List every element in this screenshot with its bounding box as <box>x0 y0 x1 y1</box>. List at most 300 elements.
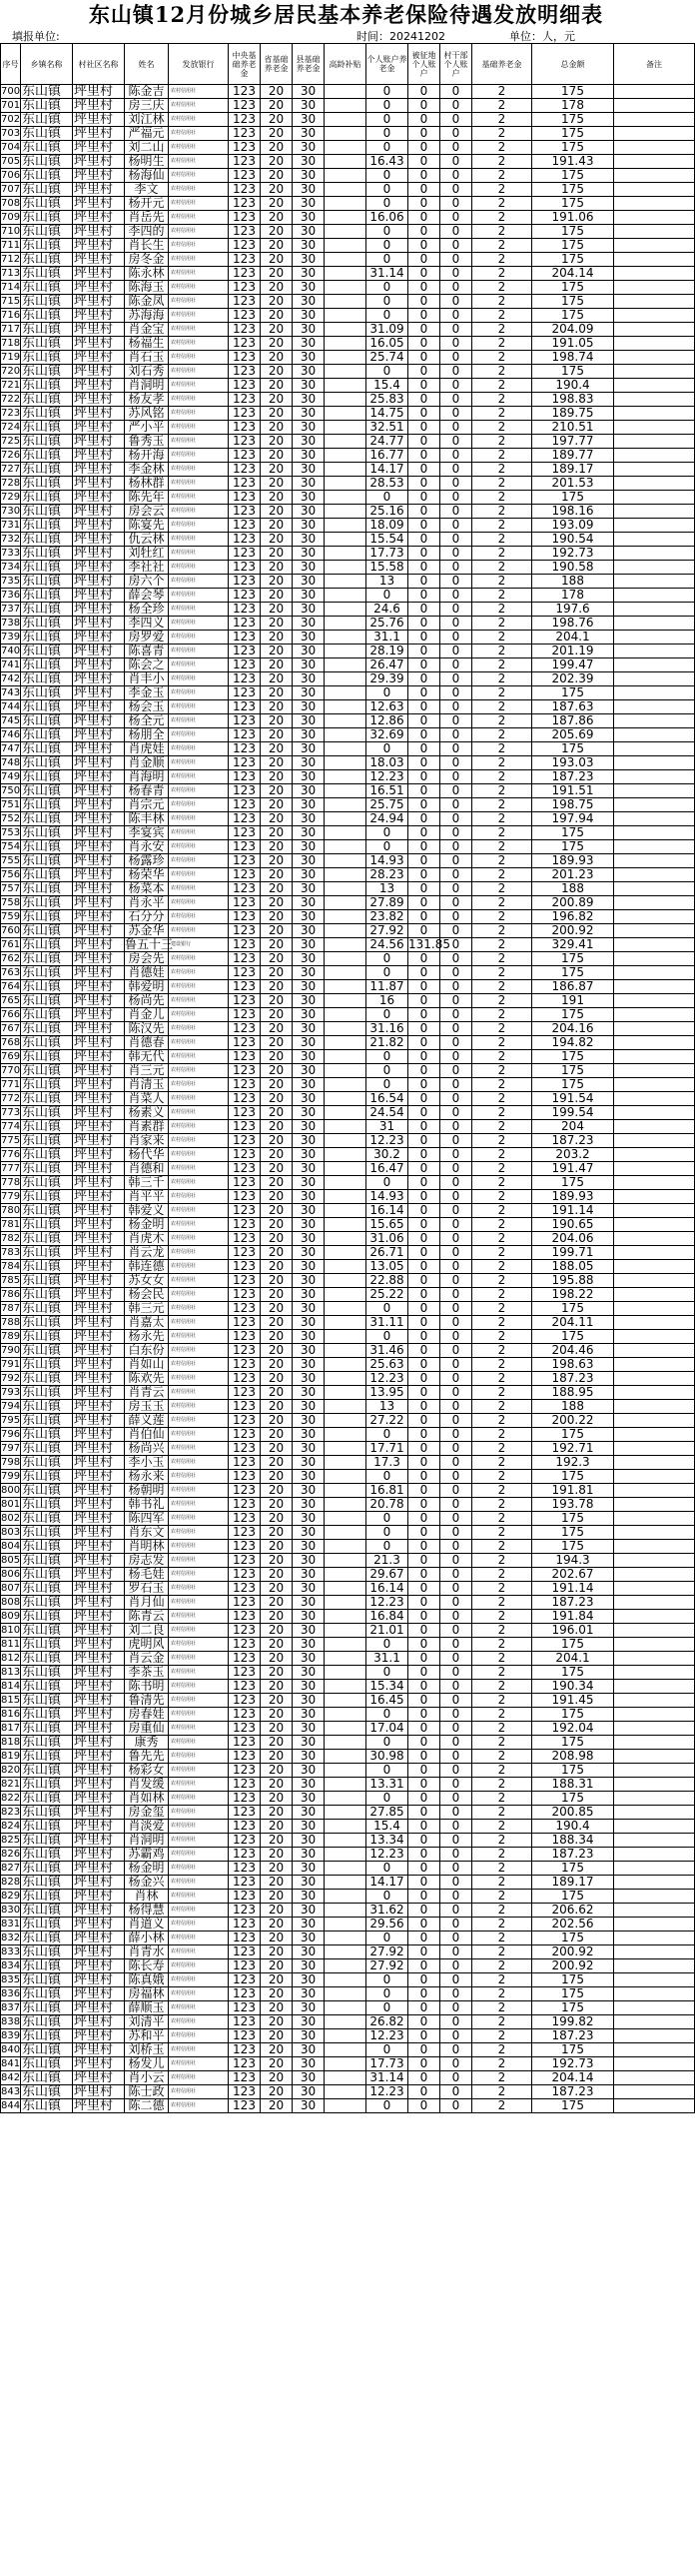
total-amount-cell: 187.86 <box>532 714 614 728</box>
table-row <box>1 113 695 127</box>
total-amount-cell: 198.76 <box>532 617 614 631</box>
basic-pension-cell: 2 <box>472 672 532 686</box>
total-amount-cell: 187.23 <box>532 2085 614 2099</box>
table-row <box>1 1526 695 1540</box>
remark-cell <box>614 1932 695 1945</box>
remark-cell <box>614 435 695 449</box>
remark-cell <box>614 1680 695 1694</box>
personal-account-cell: 15.58 <box>366 561 408 575</box>
central-pension-cell: 123 <box>229 365 261 379</box>
county-pension-cell: 30 <box>293 1736 325 1750</box>
total-amount-cell: 203.2 <box>532 1148 614 1162</box>
remark-cell <box>614 1526 695 1540</box>
total-amount-cell: 204.1 <box>532 1652 614 1666</box>
province-pension-cell: 20 <box>261 2085 293 2099</box>
village-cell: 坪里村 <box>73 1358 125 1372</box>
basic-pension-cell: 2 <box>472 1162 532 1176</box>
table-row <box>1 1973 695 1987</box>
land-account-cell: 0 <box>408 1316 440 1330</box>
province-pension-cell: 20 <box>261 1050 293 1064</box>
name-cell: 杨朋全 <box>125 728 169 742</box>
cadre-account-cell: 0 <box>440 225 472 239</box>
basic-pension-cell: 2 <box>472 2099 532 2113</box>
elderly-subsidy-cell <box>325 183 366 197</box>
remark-cell <box>614 1190 695 1204</box>
total-amount-cell: 204.14 <box>532 267 614 281</box>
village-cell: 坪里村 <box>73 575 125 589</box>
remark-cell <box>614 756 695 770</box>
remark-cell <box>614 1134 695 1148</box>
village-cell: 坪里村 <box>73 798 125 812</box>
county-pension-cell: 30 <box>293 1540 325 1554</box>
elderly-subsidy-cell <box>325 1526 366 1540</box>
cadre-account-cell: 0 <box>440 728 472 742</box>
name-cell: 刘牡红 <box>125 547 169 561</box>
village-cell: 坪里村 <box>73 1050 125 1064</box>
land-account-cell: 0 <box>408 672 440 686</box>
col-header: 中央基础养老金 <box>229 44 261 85</box>
row-number: 727 <box>1 464 21 475</box>
village-cell: 坪里村 <box>73 1428 125 1442</box>
village-cell: 坪里村 <box>73 1288 125 1302</box>
bank-cell: 农村信用社 <box>169 1078 229 1092</box>
town-cell: 东山镇 <box>21 1498 73 1512</box>
elderly-subsidy-cell <box>325 1190 366 1204</box>
basic-pension-cell: 2 <box>472 1596 532 1610</box>
land-account-cell: 0 <box>408 1652 440 1666</box>
province-pension-cell: 20 <box>261 1134 293 1148</box>
remark-cell <box>614 2029 695 2043</box>
table-row <box>1 1904 695 1918</box>
table-row <box>1 281 695 295</box>
central-pension-cell: 123 <box>229 994 261 1008</box>
col-header: 县基础养老金 <box>293 44 325 85</box>
central-pension-cell: 123 <box>229 1498 261 1512</box>
town-cell: 东山镇 <box>21 407 73 421</box>
elderly-subsidy-cell <box>325 784 366 798</box>
village-cell: 坪里村 <box>73 589 125 603</box>
land-account-cell: 0 <box>408 1008 440 1022</box>
personal-account-cell: 15.65 <box>366 1218 408 1232</box>
total-amount-cell: 198.22 <box>532 1288 614 1302</box>
central-pension-cell: 123 <box>229 141 261 155</box>
village-cell: 坪里村 <box>73 1792 125 1806</box>
village-cell: 坪里村 <box>73 1750 125 1764</box>
bank-cell: 建设银行 <box>169 938 229 952</box>
province-pension-cell: 20 <box>261 211 293 225</box>
basic-pension-cell: 2 <box>472 267 532 281</box>
personal-account-cell: 16.47 <box>366 1162 408 1176</box>
land-account-cell: 0 <box>408 631 440 644</box>
central-pension-cell: 123 <box>229 575 261 589</box>
county-pension-cell: 30 <box>293 351 325 365</box>
cadre-account-cell: 0 <box>440 589 472 603</box>
total-amount-cell: 175 <box>532 742 614 756</box>
basic-pension-cell: 2 <box>472 309 532 323</box>
cadre-account-cell: 0 <box>440 1554 472 1568</box>
county-pension-cell: 30 <box>293 1764 325 1778</box>
central-pension-cell: 123 <box>229 491 261 505</box>
name-cell: 杨海仙 <box>125 169 169 183</box>
town-cell: 东山镇 <box>21 938 73 952</box>
basic-pension-cell: 2 <box>472 421 532 435</box>
name-cell: 肖洞明 <box>125 1834 169 1848</box>
land-account-cell: 0 <box>408 533 440 547</box>
town-cell: 东山镇 <box>21 281 73 295</box>
basic-pension-cell: 2 <box>472 435 532 449</box>
cadre-account-cell: 0 <box>440 1848 472 1862</box>
elderly-subsidy-cell <box>325 1554 366 1568</box>
total-amount-cell: 175 <box>532 295 614 309</box>
personal-account-cell: 16.51 <box>366 784 408 798</box>
basic-pension-cell: 2 <box>472 840 532 854</box>
remark-cell <box>614 1414 695 1428</box>
province-pension-cell: 20 <box>261 1526 293 1540</box>
province-pension-cell: 20 <box>261 1386 293 1400</box>
province-pension-cell: 20 <box>261 1470 293 1484</box>
village-cell: 坪里村 <box>73 1778 125 1792</box>
remark-cell <box>614 1792 695 1806</box>
village-cell: 坪里村 <box>73 1484 125 1498</box>
cadre-account-cell: 0 <box>440 281 472 295</box>
cadre-account-cell: 0 <box>440 994 472 1008</box>
basic-pension-cell: 2 <box>472 2029 532 2043</box>
central-pension-cell: 123 <box>229 379 261 393</box>
cadre-account-cell: 0 <box>440 1694 472 1708</box>
remark-cell <box>614 1218 695 1232</box>
name-cell: 杨金明 <box>125 1862 169 1876</box>
name-cell: 杨春青 <box>125 784 169 798</box>
name-cell: 肖如山 <box>125 1358 169 1372</box>
row-number: 784 <box>1 1261 21 1272</box>
remark-cell <box>614 1274 695 1288</box>
total-amount-cell: 210.51 <box>532 421 614 435</box>
table-row <box>1 1624 695 1638</box>
total-amount-cell: 189.17 <box>532 1876 614 1890</box>
province-pension-cell: 20 <box>261 477 293 491</box>
remark-cell <box>614 505 695 519</box>
row-number: 714 <box>1 282 21 293</box>
basic-pension-cell: 2 <box>472 658 532 672</box>
table-row <box>1 1050 695 1064</box>
bank-cell: 农村信用社 <box>169 225 229 239</box>
land-account-cell: 0 <box>408 1610 440 1624</box>
elderly-subsidy-cell <box>325 1218 366 1232</box>
basic-pension-cell: 2 <box>472 1890 532 1904</box>
bank-cell: 农村信用社 <box>169 1274 229 1288</box>
remark-cell <box>614 714 695 728</box>
basic-pension-cell: 2 <box>472 742 532 756</box>
name-cell: 肖小云 <box>125 2071 169 2085</box>
central-pension-cell: 123 <box>229 1050 261 1064</box>
province-pension-cell: 20 <box>261 938 293 952</box>
county-pension-cell: 30 <box>293 463 325 477</box>
town-cell: 东山镇 <box>21 463 73 477</box>
table-row <box>1 1008 695 1022</box>
table-row <box>1 1862 695 1876</box>
personal-account-cell: 0 <box>366 1526 408 1540</box>
village-cell: 坪里村 <box>73 491 125 505</box>
table-row <box>1 1680 695 1694</box>
central-pension-cell: 123 <box>229 1260 261 1274</box>
remark-cell <box>614 2043 695 2057</box>
bank-cell: 农村信用社 <box>169 141 229 155</box>
county-pension-cell: 30 <box>293 2001 325 2015</box>
central-pension-cell: 123 <box>229 686 261 700</box>
cadre-account-cell: 0 <box>440 1428 472 1442</box>
cadre-account-cell: 0 <box>440 351 472 365</box>
land-account-cell: 0 <box>408 197 440 211</box>
remark-cell <box>614 1554 695 1568</box>
county-pension-cell: 30 <box>293 1400 325 1414</box>
basic-pension-cell: 2 <box>472 1820 532 1834</box>
basic-pension-cell: 2 <box>472 85 532 99</box>
town-cell: 东山镇 <box>21 1302 73 1316</box>
central-pension-cell: 123 <box>229 1428 261 1442</box>
elderly-subsidy-cell <box>325 1736 366 1750</box>
land-account-cell: 0 <box>408 1036 440 1050</box>
name-cell: 肖虎娃 <box>125 742 169 756</box>
name-cell: 严小平 <box>125 421 169 435</box>
town-cell: 东山镇 <box>21 2015 73 2029</box>
cadre-account-cell: 0 <box>440 840 472 854</box>
bank-cell: 农村信用社 <box>169 253 229 267</box>
basic-pension-cell: 2 <box>472 1190 532 1204</box>
elderly-subsidy-cell <box>325 1834 366 1848</box>
county-pension-cell: 30 <box>293 1232 325 1246</box>
town-cell: 东山镇 <box>21 155 73 169</box>
central-pension-cell: 123 <box>229 1232 261 1246</box>
county-pension-cell: 30 <box>293 1204 325 1218</box>
table-row <box>1 323 695 337</box>
basic-pension-cell: 2 <box>472 1386 532 1400</box>
village-cell: 坪里村 <box>73 2057 125 2071</box>
basic-pension-cell: 2 <box>472 169 532 183</box>
land-account-cell: 0 <box>408 1162 440 1176</box>
elderly-subsidy-cell <box>325 1022 366 1036</box>
table-row <box>1 1260 695 1274</box>
village-cell: 坪里村 <box>73 2029 125 2043</box>
cadre-account-cell: 0 <box>440 700 472 714</box>
name-cell: 苏霸鸡 <box>125 1848 169 1862</box>
basic-pension-cell: 2 <box>472 113 532 127</box>
basic-pension-cell: 2 <box>472 1078 532 1092</box>
central-pension-cell: 123 <box>229 463 261 477</box>
elderly-subsidy-cell <box>325 449 366 463</box>
elderly-subsidy-cell <box>325 463 366 477</box>
central-pension-cell: 123 <box>229 1330 261 1344</box>
table-row <box>1 1834 695 1848</box>
land-account-cell: 0 <box>408 1050 440 1064</box>
total-amount-cell: 175 <box>532 169 614 183</box>
county-pension-cell: 30 <box>293 267 325 281</box>
elderly-subsidy-cell <box>325 1945 366 1959</box>
personal-account-cell: 18.09 <box>366 519 408 533</box>
elderly-subsidy-cell <box>325 1652 366 1666</box>
town-cell: 东山镇 <box>21 1834 73 1848</box>
county-pension-cell: 30 <box>293 617 325 631</box>
personal-account-cell: 32.51 <box>366 421 408 435</box>
town-cell: 东山镇 <box>21 1078 73 1092</box>
central-pension-cell: 123 <box>229 2057 261 2071</box>
personal-account-cell: 25.75 <box>366 798 408 812</box>
table-row <box>1 1232 695 1246</box>
personal-account-cell: 12.23 <box>366 1848 408 1862</box>
basic-pension-cell: 2 <box>472 1764 532 1778</box>
county-pension-cell: 30 <box>293 1036 325 1050</box>
table-row <box>1 1400 695 1414</box>
total-amount-cell: 178 <box>532 99 614 113</box>
name-cell: 肖虎木 <box>125 1232 169 1246</box>
remark-cell <box>614 1442 695 1456</box>
county-pension-cell: 30 <box>293 1652 325 1666</box>
province-pension-cell: 20 <box>261 1092 293 1106</box>
cadre-account-cell: 0 <box>440 365 472 379</box>
town-cell: 东山镇 <box>21 728 73 742</box>
table-row <box>1 127 695 141</box>
remark-cell <box>614 1778 695 1792</box>
cadre-account-cell: 0 <box>440 603 472 617</box>
row-number: 744 <box>1 701 21 712</box>
province-pension-cell: 20 <box>261 1932 293 1945</box>
name-cell: 韩书礼 <box>125 1498 169 1512</box>
basic-pension-cell: 2 <box>472 980 532 994</box>
name-cell: 杨会玉 <box>125 700 169 714</box>
row-number: 778 <box>1 1177 21 1188</box>
page-title: 东山镇12月份城乡居民基本养老保险待遇发放明细表 <box>88 2 604 27</box>
basic-pension-cell: 2 <box>472 365 532 379</box>
province-pension-cell: 20 <box>261 1484 293 1498</box>
province-pension-cell: 20 <box>261 1904 293 1918</box>
table-row <box>1 617 695 631</box>
elderly-subsidy-cell <box>325 1778 366 1792</box>
bank-cell: 农村信用社 <box>169 966 229 980</box>
town-cell: 东山镇 <box>21 1638 73 1652</box>
village-cell: 坪里村 <box>73 1148 125 1162</box>
bank-cell: 农村信用社 <box>169 1638 229 1652</box>
personal-account-cell: 12.23 <box>366 1596 408 1610</box>
town-cell: 东山镇 <box>21 421 73 435</box>
remark-cell <box>614 1162 695 1176</box>
personal-account-cell: 0 <box>366 1064 408 1078</box>
central-pension-cell: 123 <box>229 1064 261 1078</box>
land-account-cell: 0 <box>408 1582 440 1596</box>
total-amount-cell: 175 <box>532 1540 614 1554</box>
personal-account-cell: 16.43 <box>366 155 408 169</box>
land-account-cell: 0 <box>408 1876 440 1890</box>
village-cell: 坪里村 <box>73 519 125 533</box>
table-row <box>1 686 695 700</box>
row-number: 763 <box>1 967 21 978</box>
table-row <box>1 155 695 169</box>
village-cell: 坪里村 <box>73 1134 125 1148</box>
name-cell: 陈永林 <box>125 267 169 281</box>
basic-pension-cell: 2 <box>472 519 532 533</box>
table-row <box>1 183 695 197</box>
cadre-account-cell: 0 <box>440 1302 472 1316</box>
row-number: 765 <box>1 995 21 1006</box>
town-cell: 东山镇 <box>21 1204 73 1218</box>
basic-pension-cell: 2 <box>472 1134 532 1148</box>
personal-account-cell: 16.77 <box>366 449 408 463</box>
total-amount-cell: 175 <box>532 127 614 141</box>
bank-cell: 农村信用社 <box>169 407 229 421</box>
land-account-cell: 0 <box>408 225 440 239</box>
province-pension-cell: 20 <box>261 1078 293 1092</box>
table-row <box>1 407 695 421</box>
row-number: 768 <box>1 1037 21 1048</box>
basic-pension-cell: 2 <box>472 1945 532 1959</box>
remark-cell <box>614 1036 695 1050</box>
name-cell: 李茶玉 <box>125 1666 169 1680</box>
village-cell: 坪里村 <box>73 1036 125 1050</box>
county-pension-cell: 30 <box>293 1470 325 1484</box>
row-number: 725 <box>1 436 21 447</box>
personal-account-cell: 31 <box>366 1120 408 1134</box>
town-cell: 东山镇 <box>21 1945 73 1959</box>
row-number: 817 <box>1 1723 21 1734</box>
bank-cell: 农村信用社 <box>169 127 229 141</box>
elderly-subsidy-cell <box>325 1260 366 1274</box>
personal-account-cell: 26.47 <box>366 658 408 672</box>
bank-cell: 农村信用社 <box>169 337 229 351</box>
name-cell: 陈先年 <box>125 491 169 505</box>
basic-pension-cell: 2 <box>472 2043 532 2057</box>
province-pension-cell: 20 <box>261 1862 293 1876</box>
province-pension-cell: 20 <box>261 1400 293 1414</box>
bank-cell: 农村信用社 <box>169 519 229 533</box>
row-number: 743 <box>1 687 21 698</box>
row-number: 793 <box>1 1387 21 1398</box>
row-number: 771 <box>1 1079 21 1090</box>
central-pension-cell: 123 <box>229 1246 261 1260</box>
central-pension-cell: 123 <box>229 351 261 365</box>
elderly-subsidy-cell <box>325 700 366 714</box>
table-row <box>1 421 695 435</box>
remark-cell <box>614 1050 695 1064</box>
county-pension-cell: 30 <box>293 686 325 700</box>
central-pension-cell: 123 <box>229 2099 261 2113</box>
land-account-cell: 0 <box>408 644 440 658</box>
table-row <box>1 2043 695 2057</box>
cadre-account-cell: 0 <box>440 1987 472 2001</box>
cadre-account-cell: 0 <box>440 924 472 938</box>
personal-account-cell: 11.87 <box>366 980 408 994</box>
land-account-cell: 0 <box>408 1218 440 1232</box>
elderly-subsidy-cell <box>325 519 366 533</box>
province-pension-cell: 20 <box>261 756 293 770</box>
row-number: 704 <box>1 142 21 153</box>
basic-pension-cell: 2 <box>472 1316 532 1330</box>
table-row <box>1 1344 695 1358</box>
remark-cell <box>614 127 695 141</box>
elderly-subsidy-cell <box>325 2057 366 2071</box>
province-pension-cell: 20 <box>261 1806 293 1820</box>
basic-pension-cell: 2 <box>472 854 532 868</box>
bank-cell: 农村信用社 <box>169 1596 229 1610</box>
elderly-subsidy-cell <box>325 1973 366 1987</box>
county-pension-cell: 30 <box>293 1092 325 1106</box>
village-cell: 坪里村 <box>73 770 125 784</box>
elderly-subsidy-cell <box>325 1162 366 1176</box>
land-account-cell: 0 <box>408 1918 440 1932</box>
personal-account-cell: 13 <box>366 882 408 896</box>
land-account-cell: 0 <box>408 617 440 631</box>
town-cell: 东山镇 <box>21 505 73 519</box>
cadre-account-cell: 0 <box>440 812 472 826</box>
elderly-subsidy-cell <box>325 407 366 421</box>
name-cell: 肖青水 <box>125 1945 169 1959</box>
